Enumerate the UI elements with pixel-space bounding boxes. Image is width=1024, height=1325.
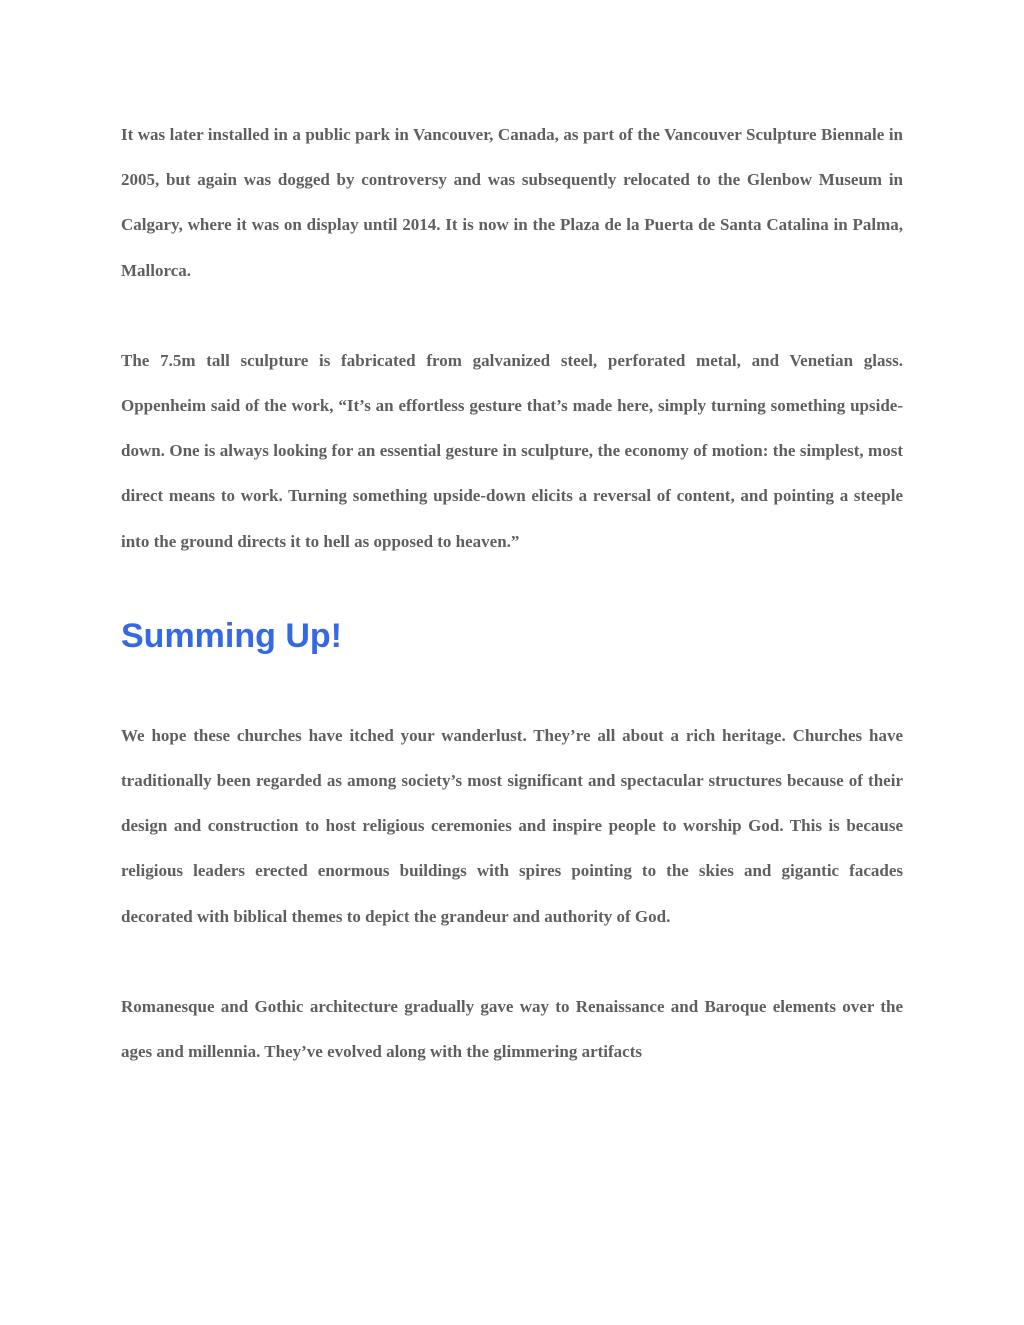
paragraph-architecture-evolution: Romanesque and Gothic architecture gradually gave way to Renaissance and Baroque elements over the ages and millennia. They’ve evolved along with the glimmering artifacts (121, 996, 903, 1062)
paragraph-sculpture-materials: The 7.5m tall sculpture is fabricated from galvanized steel, perforated metal, and Venetian glass. Oppenheim said of the work, “It’s an effortless gesture that’s made here, simply turning something upside-down. One is always looking for an essential gesture in sculpture, the economy of motion: the simplest, most direct means to work. Turning something upside-down elicits a reversal of content, and pointing a steeple into the ground directs it to hell as opposed to heaven.” (121, 350, 903, 551)
paragraph-spacer (121, 564, 903, 616)
section-heading-summing-up: Summing Up! (121, 616, 342, 655)
paragraph-spacer (121, 656, 903, 713)
paragraph-spacer (121, 939, 903, 984)
paragraph-vancouver-installation: It was later installed in a public park in Vancouver, Canada, as part of the Vancouver Sculpture Biennale in 2005, but again was dogged by controversy and was subsequently relocated to the Glenbow Museum in Calgary, where it was on display until 2014. It is now in the Plaza de la Puerta de Santa Catalina in Palma, Mallorca. (121, 125, 903, 280)
document-page (121, 112, 903, 1074)
paragraph-spacer (121, 293, 903, 338)
paragraph-churches-heritage: We hope these churches have itched your wanderlust. They’re all about a rich heritage. Churches have traditionally been regarded as among society’s most significant and spectacular structures because of their design and construction to host religious ceremonies and inspire people to worship God. This is because religious leaders erected enormous buildings with spires pointing to the skies and gigantic facades decorated with biblical themes to depict the grandeur and authority of God. (121, 725, 903, 926)
